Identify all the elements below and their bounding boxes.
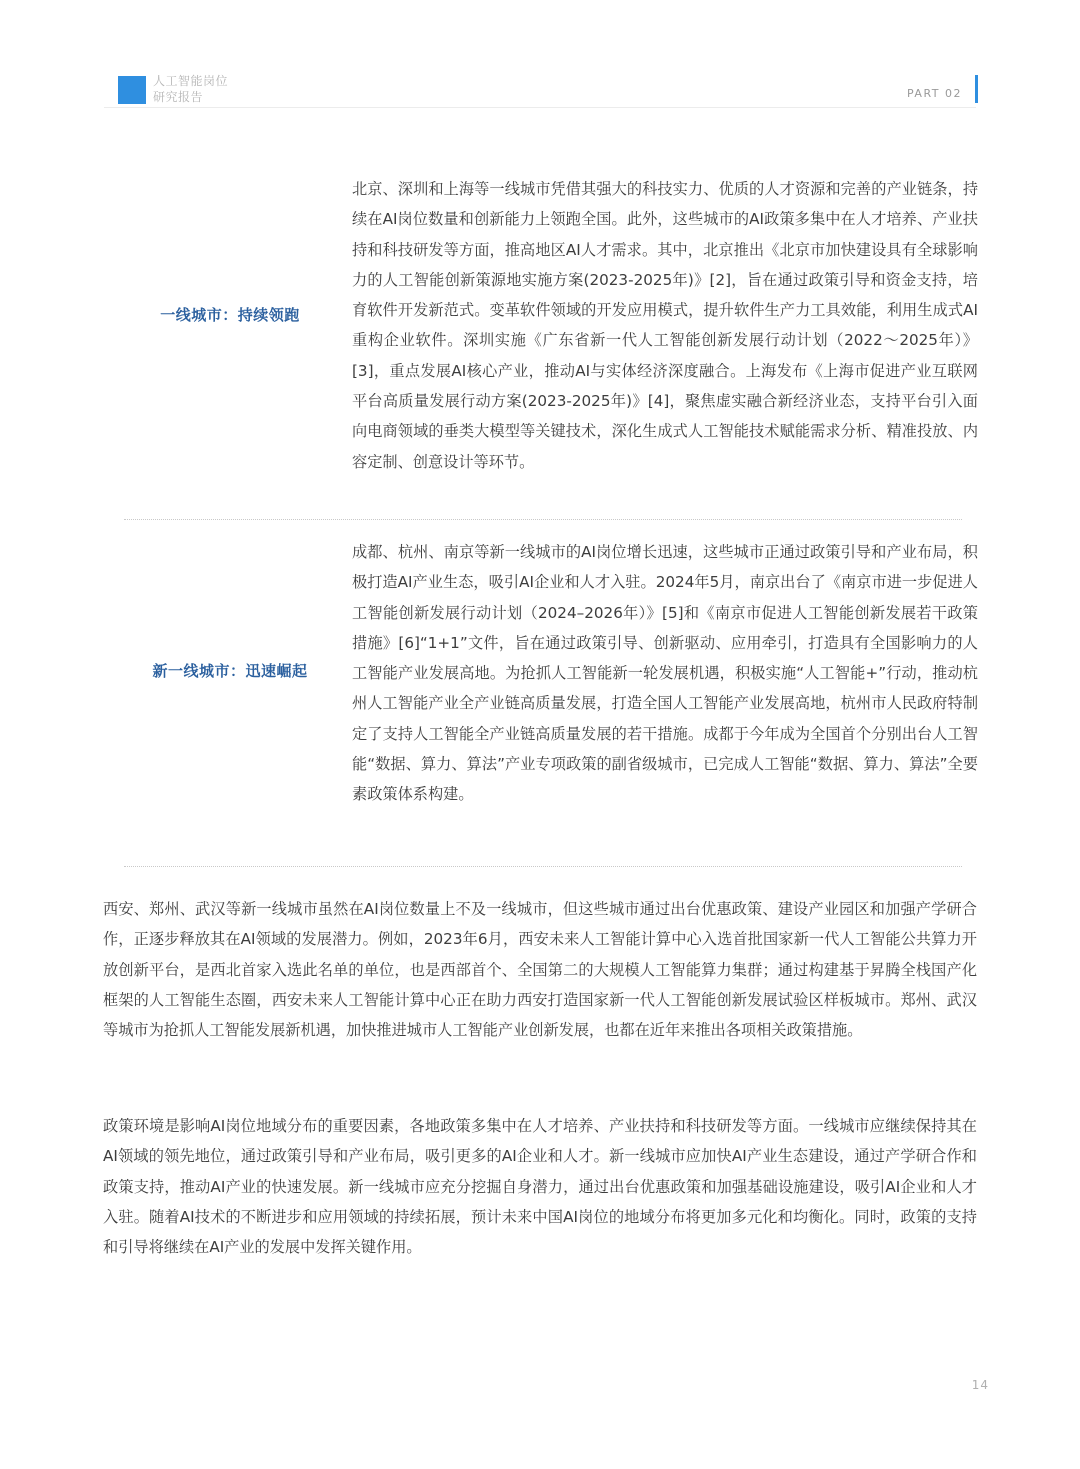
section-text-tier1: 北京、深圳和上海等一线城市凭借其强大的科技实力、优质的人才资源和完善的产业链条，持续在AI岗位数量和创新能力上领跑全国。此外，这些城市的AI政策多集中在人才培养、产业扶持和科技研发等方面，推高地区AI人才需求。其中，北京推出《北京市加快建设具有全球影响力的人工智能创新策源地实施方案(2023-2025年)》[2]，旨在通过政策引导和资金支持，培育软件开发新范式。变革软件领域的开发应用模式，提升软件生产力工具效能，利用生成式AI重构企业软件。深圳实施《广东省新一代人工智能创新发展行动计划（2022～2025年）》[3]，重点发展AI核心产业，推动AI与实体经济深度融合。上海发布《上海市促进产业互联网平台高质量发展行动方案(2023-2025年)》[4]，聚焦虚实融合新经济业态，支持平台引入面向电商领域的垂类大模型等关键技术，深化生成式人工智能技术赋能需求分析、精准投放、内容定制、创意设计等环节。 [352,180,978,471]
body-paragraph: 西安、郑州、武汉等新一线城市虽然在AI岗位数量上不及一线城市，但这些城市通过出台优惠政策、建设产业园区和加强产学研合作，正逐步释放其在AI领域的发展潜力。例如，2023年6月，西安未来人工智能计算中心入选首批国家新一代人工智能公共算力开放创新平台，是西北首家入选此名单的单位，也是西部首个、全国第二的大规模人工智能算力集群；通过构建基于昇腾全栈国产化框架的人工智能生态圈，西安未来人工智能计算中心正在助力西安打造国家新一代人工智能创新发展试验区样板城市。郑州、武汉等城市为抢抓人工智能发展新机遇，加快推进城市人工智能产业创新发展，也都在近年来推出各项相关政策措施。 [103,900,977,1040]
page-number: 14 [971,1378,989,1392]
page-header [118,73,980,107]
section-divider [124,866,962,867]
header-divider [104,107,976,108]
part-accent-bar [975,75,978,103]
section-text-new-tier1: 成都、杭州、南京等新一线城市的AI岗位增长迅速，这些城市正通过政策引导和产业布局，积极打造AI产业生态，吸引AI企业和人才入驻。2024年5月，南京出台了《南京市进一步促进人工智能创新发展行动计划（2024–2026年）》[5]和《南京市促进人工智能创新发展若干政策措施》[6]“1+1”文件，旨在通过政策引导、创新驱动、应用牵引，打造具有全国影响力的人工智能产业发展高地。为抢抓人工智能新一轮发展机遇，积极实施“人工智能+”行动，推动杭州人工智能产业全产业链高质量发展，打造全国人工智能产业发展高地，杭州市人民政府特制定了支持人工智能全产业链高质量发展的若干措施。成都于今年成为全国首个分别出台人工智能“数据、算力、算法”产业专项政策的副省级城市，已完成人工智能“数据、算力、算法”全要素政策体系构建。 [352,543,978,804]
section-divider [124,519,962,520]
report-logo-icon [118,76,146,104]
section-label-new-tier1: 新一线城市：迅速崛起 [152,662,308,680]
report-title-line2: 研究报告 [153,90,204,104]
part-label: PART 02 [906,87,962,100]
report-title [153,73,228,105]
section-label-tier1: 一线城市：持续领跑 [160,306,300,324]
report-title-line1: 人工智能岗位 [153,74,229,88]
body-paragraph: 政策环境是影响AI岗位地域分布的重要因素，各地政策多集中在人才培养、产业扶持和科技研发等方面。一线城市应继续保持其在AI领域的领先地位，通过政策引导和产业布局，吸引更多的AI企业和人才。新一线城市应加快AI产业生态建设，通过产学研合作和政策支持，推动AI产业的快速发展。新一线城市应充分挖掘自身潜力，通过出台优惠政策和加强基础设施建设，吸引AI企业和人才入驻。随着AI技术的不断进步和应用领域的持续拓展，预计未来中国AI岗位的地域分布将更加多元化和均衡化。同时，政策的支持和引导将继续在AI产业的发展中发挥关键作用。 [103,1117,977,1257]
